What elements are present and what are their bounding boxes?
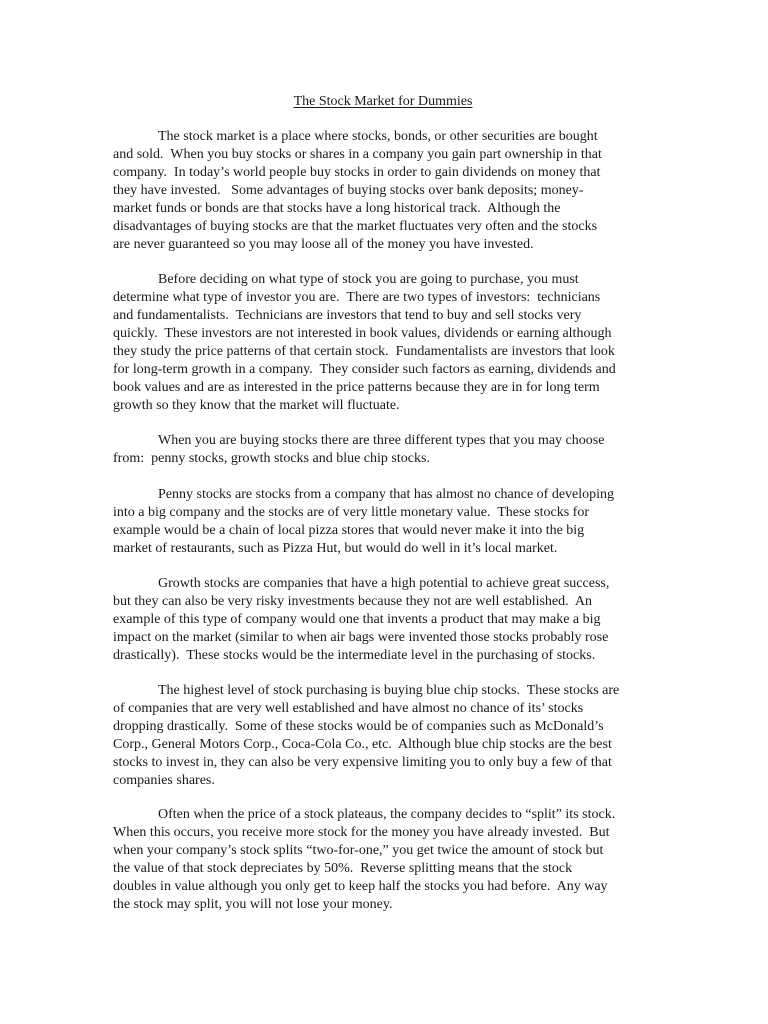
paragraph-line: growth so they know that the market will fluctuate. bbox=[113, 398, 400, 413]
paragraph-line: company. In today’s world people buy stocks in order to gain dividends on money that bbox=[113, 165, 601, 180]
paragraph-2 bbox=[113, 271, 673, 415]
paragraph-1 bbox=[113, 128, 673, 254]
paragraph-line: from: penny stocks, growth stocks and blue chip stocks. bbox=[113, 451, 430, 466]
paragraph-line: doubles in value although you only get to keep half the stocks you had before. Any way bbox=[113, 879, 608, 894]
paragraph-line: for long-term growth in a company. They consider such factors as earning, dividends and bbox=[113, 362, 616, 377]
paragraph-line: disadvantages of buying stocks are that the market fluctuates very often and the stocks bbox=[113, 219, 598, 234]
paragraph-line: example would be a chain of local pizza stores that would never make it into the big bbox=[113, 523, 585, 538]
document-title: The Stock Market for Dummies bbox=[293, 94, 473, 109]
paragraph-line: The stock market is a place where stocks, bonds, or other securities are bought bbox=[158, 129, 598, 144]
paragraph-line: they have invested. Some advantages of buying stocks over bank deposits; money- bbox=[113, 183, 584, 198]
paragraph-line: book values and are as interested in the price patterns because they are in for long term bbox=[113, 380, 600, 395]
paragraph-line: are never guaranteed so you may loose all of the money you have invested. bbox=[113, 237, 534, 252]
paragraph-line: market funds or bonds are that stocks have a long historical track. Although the bbox=[113, 201, 561, 216]
paragraph-line: they study the price patterns of that certain stock. Fundamentalists are investors that look bbox=[113, 344, 615, 359]
paragraph-line: When this occurs, you receive more stock for the money you have already invested. But bbox=[113, 825, 610, 840]
paragraph-7 bbox=[113, 806, 673, 914]
paragraph-line: drastically). These stocks would be the intermediate level in the purchasing of stocks. bbox=[113, 648, 596, 663]
paragraph-6 bbox=[113, 682, 673, 790]
paragraph-line: market of restaurants, such as Pizza Hut, but would do well in it’s local market. bbox=[113, 541, 558, 556]
paragraph-line: of companies that are very well established and have almost no chance of its’ stocks bbox=[113, 701, 584, 716]
paragraph-line: The highest level of stock purchasing is buying blue chip stocks. These stocks are bbox=[158, 683, 620, 698]
paragraph-5 bbox=[113, 575, 673, 665]
paragraph-line: into a big company and the stocks are of very little monetary value. These stocks for bbox=[113, 505, 589, 520]
paragraph-line: when your company’s stock splits “two-for-one,” you get twice the amount of stock but bbox=[113, 843, 604, 858]
paragraph-line: but they can also be very risky investments because they not are well established. An bbox=[113, 594, 592, 609]
paragraph-line: Growth stocks are companies that have a high potential to achieve great success, bbox=[158, 576, 610, 591]
paragraph-4 bbox=[113, 486, 673, 558]
paragraph-line: Often when the price of a stock plateaus, the company decides to “split” its stock. bbox=[158, 807, 616, 822]
paragraph-line: the stock may split, you will not lose your money. bbox=[113, 897, 393, 912]
paragraph-line: and fundamentalists. Technicians are investors that tend to buy and sell stocks very bbox=[113, 308, 582, 323]
paragraph-line: the value of that stock depreciates by 50%. Reverse splitting means that the stock bbox=[113, 861, 573, 876]
paragraph-line: and sold. When you buy stocks or shares in a company you gain part ownership in that bbox=[113, 147, 602, 162]
paragraph-line: Penny stocks are stocks from a company that has almost no chance of developing bbox=[158, 487, 615, 502]
paragraph-line: impact on the market (similar to when air bags were invented those stocks probably rose bbox=[113, 630, 609, 645]
paragraph-line: example of this type of company would one that invents a product that may make a big bbox=[113, 612, 601, 627]
paragraph-line: When you are buying stocks there are three different types that you may choose bbox=[158, 433, 605, 448]
paragraph-3 bbox=[113, 432, 673, 468]
paragraph-line: companies shares. bbox=[113, 773, 215, 788]
paragraph-line: Corp., General Motors Corp., Coca-Cola Co., etc. Although blue chip stocks are the best bbox=[113, 737, 612, 752]
paragraph-line: determine what type of investor you are. There are two types of investors: technicians bbox=[113, 290, 601, 305]
paragraph-line: Before deciding on what type of stock you are going to purchase, you must bbox=[158, 272, 579, 287]
paragraph-line: quickly. These investors are not interested in book values, dividends or earning although bbox=[113, 326, 612, 341]
paragraph-line: stocks to invest in, they can also be very expensive limiting you to only buy a few of that bbox=[113, 755, 612, 770]
paragraph-line: dropping drastically. Some of these stocks would be of companies such as McDonald’s bbox=[113, 719, 604, 734]
